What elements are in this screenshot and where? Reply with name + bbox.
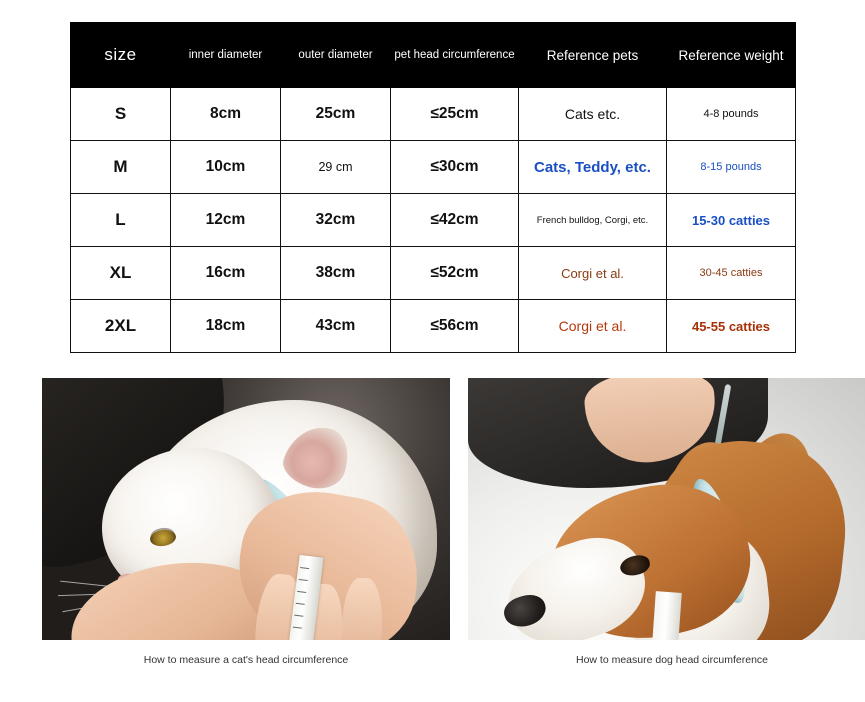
cell-weight: 45-55 catties bbox=[667, 300, 796, 353]
table-row bbox=[71, 247, 796, 300]
cell-pets: Corgi et al. bbox=[519, 247, 667, 300]
cell-head: ≤52cm bbox=[391, 247, 519, 300]
cell-inner: 12cm bbox=[171, 194, 281, 247]
tape-tick bbox=[300, 567, 309, 569]
table-header-row bbox=[71, 23, 796, 88]
cell-head: ≤30cm bbox=[391, 141, 519, 194]
cell-inner: 10cm bbox=[171, 141, 281, 194]
cat-photo-block bbox=[42, 378, 450, 666]
cell-pets: Cats, Teddy, etc. bbox=[519, 141, 667, 194]
cell-outer: 29 cm bbox=[281, 141, 391, 194]
table-row bbox=[71, 141, 796, 194]
cell-weight: 30-45 catties bbox=[667, 247, 796, 300]
tape-tick bbox=[299, 579, 308, 581]
dog-photo-block bbox=[468, 378, 865, 666]
tape-tick bbox=[294, 615, 303, 617]
cell-outer: 43cm bbox=[281, 300, 391, 353]
cell-size: L bbox=[71, 194, 171, 247]
cell-size: M bbox=[71, 141, 171, 194]
dog-measuring-photo bbox=[468, 378, 865, 640]
photo-gallery bbox=[0, 378, 865, 678]
cat-measuring-photo bbox=[42, 378, 450, 640]
tape-tick bbox=[293, 627, 302, 629]
cell-pets: French bulldog, Corgi, etc. bbox=[519, 194, 667, 247]
cat-photo-caption: How to measure a cat's head circumference bbox=[143, 654, 349, 666]
tape-tick bbox=[297, 591, 306, 593]
cell-pets: Cats etc. bbox=[519, 88, 667, 141]
cell-inner: 18cm bbox=[171, 300, 281, 353]
cell-pets: Corgi et al. bbox=[519, 300, 667, 353]
cell-weight: 4-8 pounds bbox=[667, 88, 796, 141]
header-pet-head-circumference: pet head circumference bbox=[391, 23, 519, 88]
cell-size: S bbox=[71, 88, 171, 141]
cell-weight: 8-15 pounds bbox=[667, 141, 796, 194]
tape-tick bbox=[296, 603, 305, 605]
cell-head: ≤56cm bbox=[391, 300, 519, 353]
cell-outer: 32cm bbox=[281, 194, 391, 247]
table-row bbox=[71, 300, 796, 353]
header-size: size bbox=[71, 23, 171, 88]
cell-weight: 15-30 catties bbox=[667, 194, 796, 247]
cell-inner: 8cm bbox=[171, 88, 281, 141]
table-header bbox=[71, 23, 796, 88]
cell-head: ≤25cm bbox=[391, 88, 519, 141]
cell-outer: 25cm bbox=[281, 88, 391, 141]
header-reference-pets: Reference pets bbox=[519, 23, 667, 88]
cell-head: ≤42cm bbox=[391, 194, 519, 247]
cell-size: XL bbox=[71, 247, 171, 300]
table-row bbox=[71, 194, 796, 247]
cell-size: 2XL bbox=[71, 300, 171, 353]
cell-inner: 16cm bbox=[171, 247, 281, 300]
measuring-tape-shape bbox=[652, 591, 682, 640]
header-reference-weight: Reference weight bbox=[667, 23, 796, 88]
table-body bbox=[71, 88, 796, 353]
table-row bbox=[71, 88, 796, 141]
header-outer-diameter: outer diameter bbox=[281, 23, 391, 88]
size-chart-section bbox=[70, 22, 795, 353]
header-inner-diameter: inner diameter bbox=[171, 23, 281, 88]
dog-photo-caption: How to measure dog head circumference bbox=[575, 654, 768, 666]
cell-outer: 38cm bbox=[281, 247, 391, 300]
size-chart-table bbox=[70, 22, 796, 353]
